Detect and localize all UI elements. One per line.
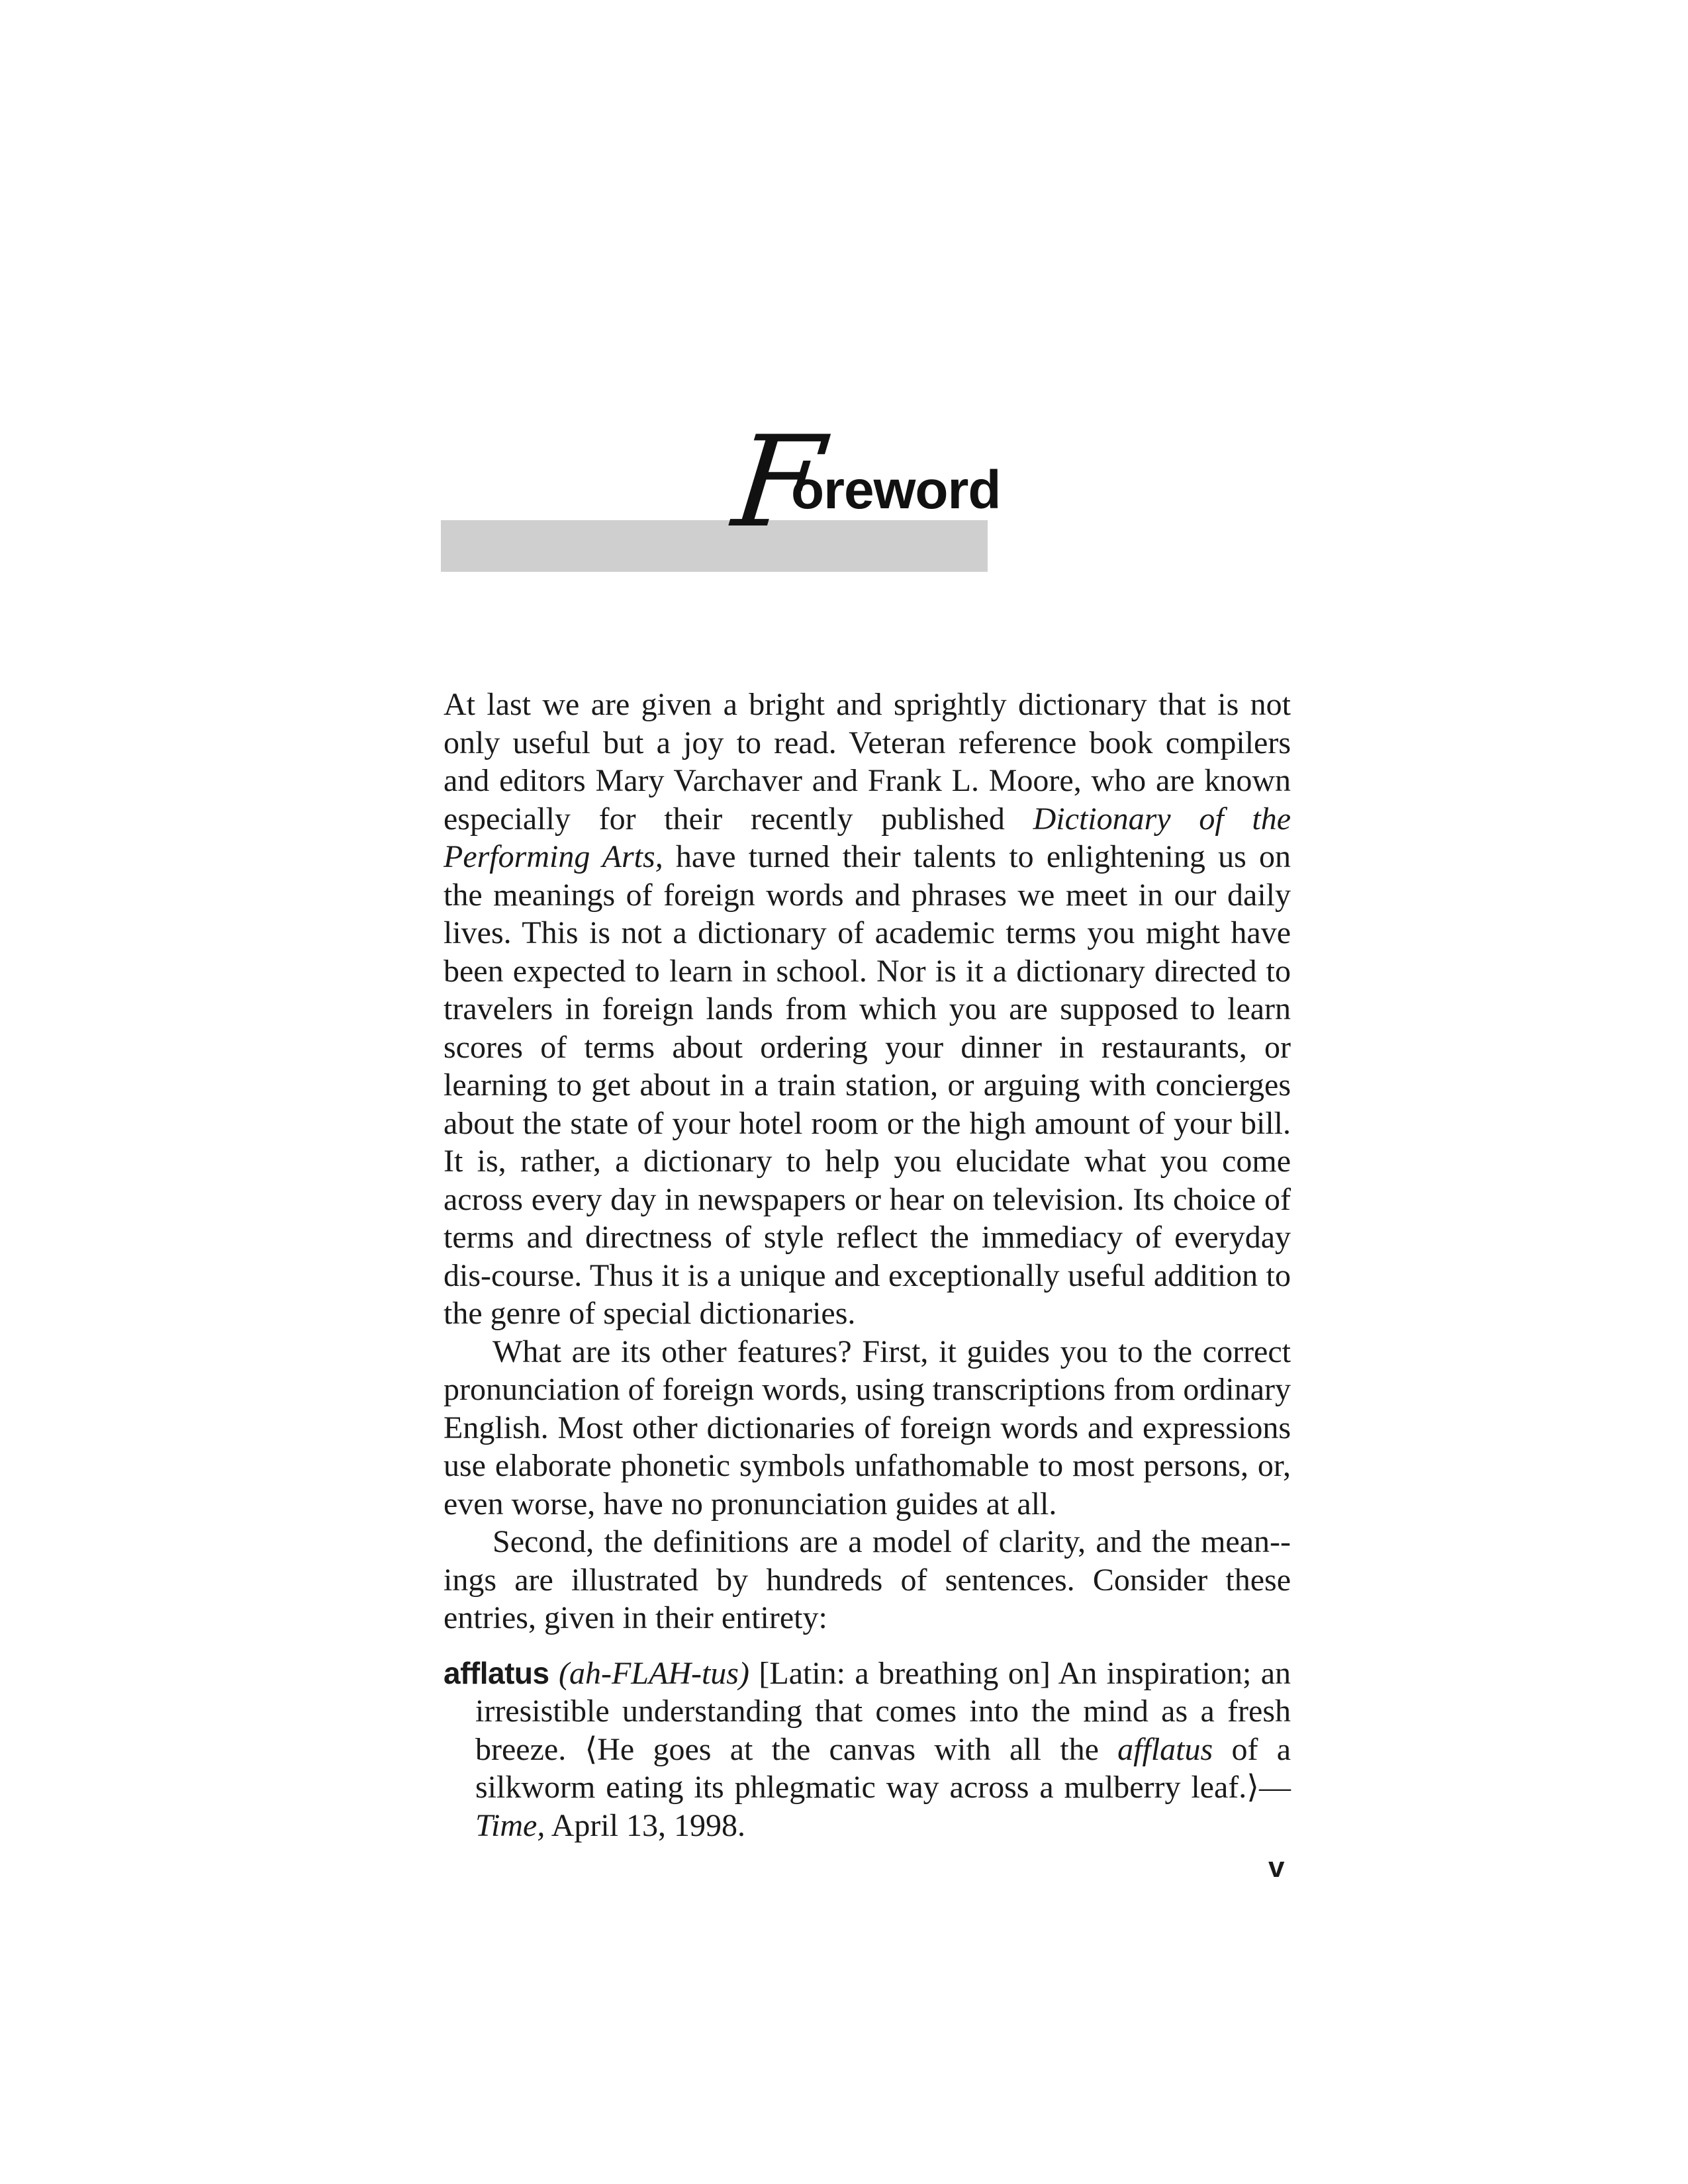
- paragraph-3: Second, the definitions are a model of clarity, and the mean-ings are illustrated by hundreds of sentences. Consider these entries, given in their entirety:: [444, 1524, 1291, 1635]
- entry-definition: An inspiration; an irresistible understanding that comes into the mind as a fresh breeze.: [475, 1655, 1291, 1767]
- entry-etymology: [Latin: a breathing on]: [759, 1655, 1051, 1691]
- book-title: Dictionary of the Performing Arts,: [444, 801, 1291, 874]
- paragraph-1: [444, 686, 1291, 1333]
- page-number: v: [1268, 1851, 1285, 1884]
- title-initial: F: [727, 409, 830, 555]
- entry-source: Time,: [475, 1807, 545, 1843]
- dictionary-entry: [444, 1655, 1291, 1845]
- entry-headword: afflatus: [444, 1655, 549, 1690]
- page-title: [727, 409, 1001, 555]
- paragraph-1-text-b: have turned their talents to enlightening us on the meanings of foreign words and phrases we meet in our daily lives. This is not a dictionary of academic terms you might have been expected to learn in school. Nor is it a dictionary directed to travelers in foreign lands from which you are supposed to learn scores of terms about ordering your dinner in restaurants, or learning to get about in a train station, or arguing with concierges about the state of your hotel room or the high amount of your bill. It is, rather, a dictionary to help you elucidate what you come across every day in newspapers or hear on television. Its choice of terms and directness of style reflect the immediacy of everyday dis-course. Thus it is a unique and exceptionally useful addition to the genre of special dictionaries.: [444, 839, 1291, 1331]
- entry-example-open: ⟨He goes at the canvas with all the: [585, 1731, 1118, 1767]
- paragraph-1-text-a: At last we are given a bright and sprightly dictionary that is not only useful but a joy to read. Veteran reference book compilers and editors Mary Varchaver and Frank L. Moore, who are known especially for their recently published: [444, 687, 1291, 837]
- paragraph-2: What are its other features? First, it guides you to the correct pronunciation of foreign words, using transcriptions from ordinary English. Most other dictionaries of foreign words and expressions use elaborate phonetic symbols unfathomable to most persons, or, even worse, have no pronunciation guides at all.: [444, 1334, 1291, 1522]
- entry-example-rest: of a silkworm eating its phlegmatic way across a mulberry leaf.⟩—: [475, 1731, 1291, 1805]
- foreword-body: [444, 686, 1291, 1844]
- entry-date: April 13, 1998.: [551, 1807, 746, 1843]
- entry-example-word: afflatus: [1117, 1731, 1213, 1767]
- title-text: oreword: [791, 460, 1001, 520]
- entry-pronunciation: (ah-FLAH-tus): [559, 1655, 749, 1691]
